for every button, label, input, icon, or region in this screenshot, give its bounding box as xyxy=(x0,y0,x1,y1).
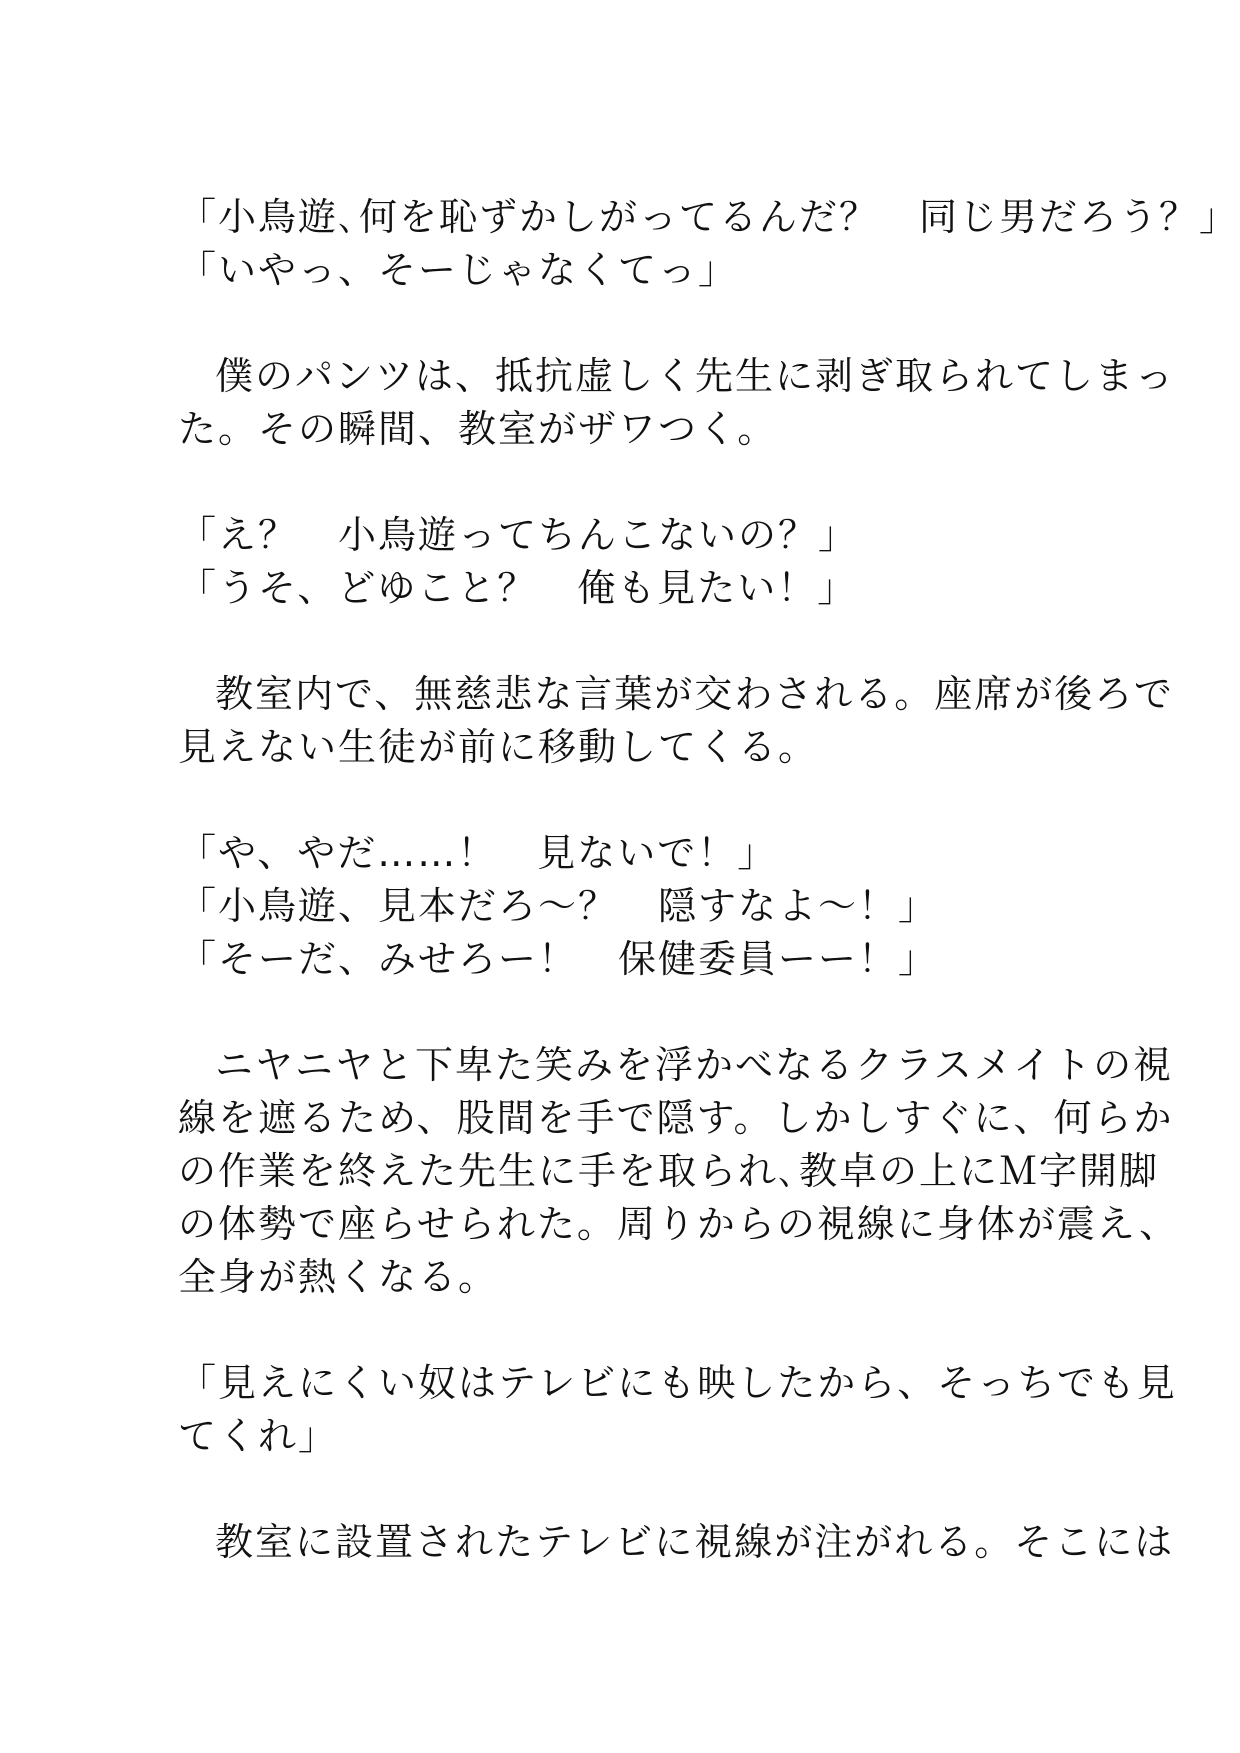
dialogue-line: 「え？ 小鳥遊ってちんこないの？」 xyxy=(178,513,859,557)
narration-line: の作業を終えた先生に手を取られ､教卓の上にＭ字開脚 xyxy=(178,1149,1160,1193)
narration-line: ニヤニヤと下卑た笑みを浮かべなるクラスメイトの視 xyxy=(215,1043,1174,1087)
dialogue-line: 「小鳥遊､何を恥ずかしがってるんだ？ 同じ男だろう？」 xyxy=(178,195,1240,239)
dialogue-line: てくれ」 xyxy=(178,1414,339,1458)
narration-line: 線を遮るため、股間を手で隠す。しかしすぐに、何らか xyxy=(178,1096,1174,1140)
dialogue-line: 「見えにくい奴はテレビにも映したから、そっちでも見 xyxy=(178,1361,1177,1405)
narration-line: 教室内で、無慈悲な言葉が交わされる。座席が後ろで xyxy=(215,672,1174,716)
narration-line: の体勢で座らせられた。周りからの視線に身体が震え、 xyxy=(178,1202,1180,1246)
narration-line: 全身が熱くなる。 xyxy=(178,1255,499,1299)
dialogue-line: 「小鳥遊、見本だろ〜？ 隠すなよ〜！」 xyxy=(178,884,939,928)
narration-line: 教室に設置されたテレビに視線が注がれる。そこには xyxy=(215,1520,1175,1564)
dialogue-line: 「うそ、どゆこと？ 俺も見たい！」 xyxy=(178,566,858,610)
dialogue-line: 「いやっ、そーじゃなくてっ」 xyxy=(178,248,739,292)
narration-line: 見えない生徒が前に移動してくる。 xyxy=(178,725,819,769)
narration-line: た。その瞬間、教室がザワつく。 xyxy=(178,407,778,451)
dialogue-line: 「そーだ、みせろー！ 保健委員ーー！」 xyxy=(178,937,939,981)
narration-line: 僕のパンツは、抵抗虚しく先生に剥ぎ取られてしまっ xyxy=(215,354,1176,398)
dialogue-line: 「や、やだ……！ 見ないで！」 xyxy=(178,831,778,875)
